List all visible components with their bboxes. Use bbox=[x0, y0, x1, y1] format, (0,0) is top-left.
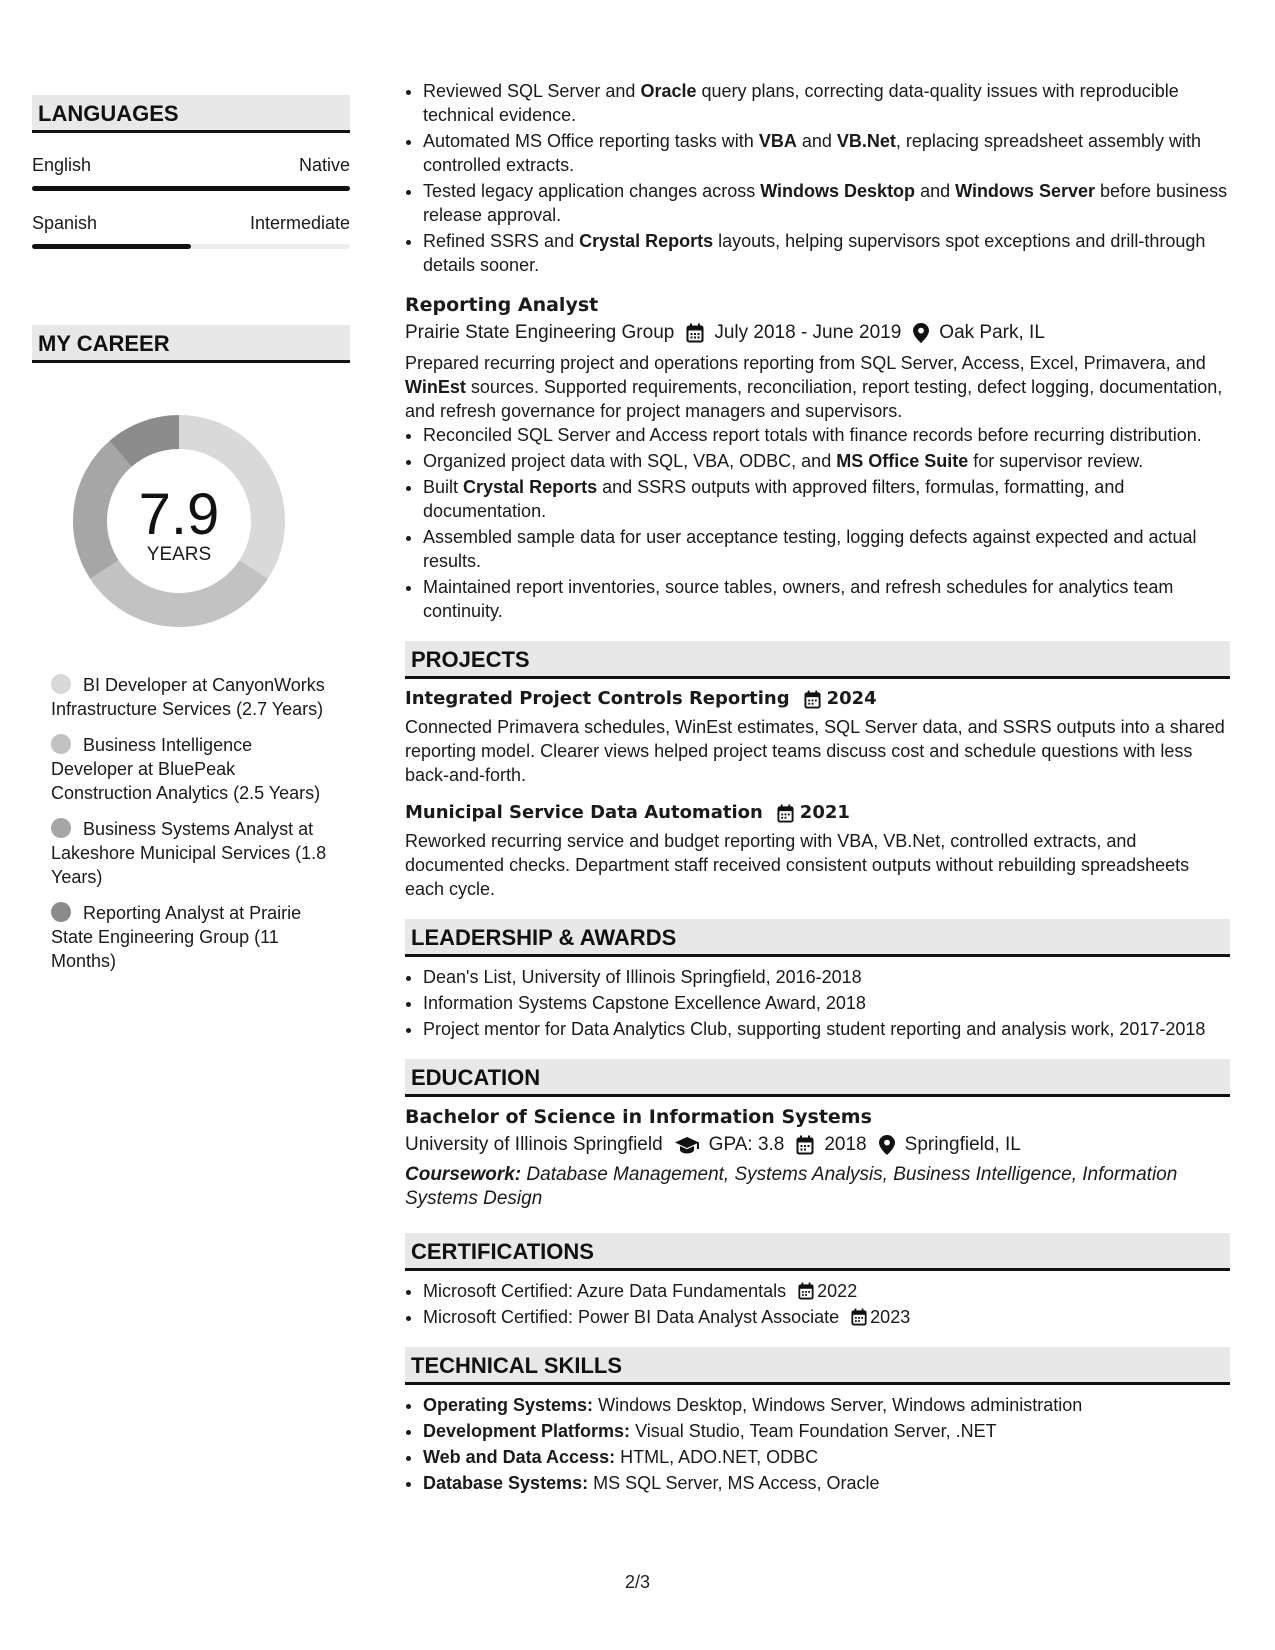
skill-label: Database Systems: bbox=[423, 1473, 589, 1493]
skill-value: HTML, ADO.NET, ODBC bbox=[620, 1447, 819, 1467]
skill-value: Windows Desktop, Windows Server, Windows administration bbox=[598, 1395, 1083, 1415]
calendar-icon bbox=[851, 1308, 867, 1326]
coursework-list: Database Management, Systems Analysis, Business Intelligence, Information Systems Design bbox=[405, 1164, 1178, 1209]
project-description: Reworked recurring service and budget reporting with VBA, VB.Net, controlled extracts, and documented checks. Department staff received consistent outputs without rebuilding spreadsheets each cycle. bbox=[405, 831, 1190, 899]
career-legend-item bbox=[51, 733, 331, 805]
certification-name: • Microsoft Certified: Azure Data Fundamentals bbox=[423, 1281, 787, 1301]
language-item bbox=[32, 213, 350, 249]
career-legend-item bbox=[51, 901, 331, 973]
career-legend bbox=[32, 673, 350, 973]
project-description: Connected Primavera schedules, WinEst estimates, SQL Server data, and SSRS outputs into a shared reporting model. Clearer views helped project teams discuss cost and schedule questions with less back-and-forth. bbox=[405, 717, 1225, 785]
certification-item bbox=[423, 1305, 1230, 1329]
project-name: Municipal Service Data Automation bbox=[405, 802, 763, 823]
bullet-item: • Refined SSRS and Crystal Reports layouts, helping supervisors spot exceptions and drill-through details sooner. bbox=[423, 229, 1230, 277]
education-entry bbox=[405, 1105, 1230, 1211]
bullet-item: • Tested legacy application changes across Windows Desktop and Windows Server before business release approval. bbox=[423, 179, 1230, 227]
skill-item bbox=[423, 1419, 1230, 1443]
skill-value: Visual Studio, Team Foundation Server, .NET bbox=[635, 1421, 997, 1441]
school-name: University of Illinois Springfield bbox=[405, 1134, 663, 1155]
calendar-icon bbox=[686, 323, 704, 343]
gpa: GPA: 3.8 bbox=[708, 1134, 785, 1155]
language-proficiency-bar bbox=[32, 244, 350, 249]
project-entry bbox=[405, 801, 1230, 901]
leadership-header: LEADERSHIP & AWARDS bbox=[405, 919, 1230, 957]
job-entry bbox=[405, 293, 1230, 623]
project-year: 2024 bbox=[826, 688, 877, 709]
job-meta bbox=[405, 321, 1230, 345]
bullet-item: • Maintained report inventories, source tables, owners, and refresh schedules for analytics team continuity. bbox=[423, 575, 1230, 623]
legend-label: BI Developer at CanyonWorks Infrastructure Services (2.7 Years) bbox=[51, 675, 325, 719]
graduation-cap-icon bbox=[675, 1136, 699, 1154]
job-bullets bbox=[405, 423, 1230, 623]
education-meta bbox=[405, 1133, 1230, 1157]
legend-label: Business Intelligence Developer at BluePeak Construction Analytics (2.5 Years) bbox=[51, 735, 321, 803]
job-dates: July 2018 - June 2019 bbox=[714, 322, 902, 343]
skill-label: Web and Data Access: bbox=[423, 1447, 616, 1467]
legend-dot-icon bbox=[51, 674, 71, 694]
career-legend-item bbox=[51, 673, 331, 721]
calendar-icon bbox=[798, 1282, 814, 1300]
certification-item bbox=[423, 1279, 1230, 1303]
language-proficiency-bar bbox=[32, 186, 350, 191]
career-total-value: 7.9 bbox=[138, 482, 220, 547]
project-year: 2021 bbox=[799, 802, 850, 823]
location-pin-icon bbox=[879, 1135, 895, 1155]
career-donut-chart bbox=[64, 406, 294, 636]
legend-label: Business Systems Analyst at Lakeshore Municipal Services (1.8 Years) bbox=[51, 819, 327, 887]
previous-job-bullets bbox=[405, 79, 1230, 277]
certification-year: 2023 bbox=[870, 1307, 911, 1327]
bullet-item: • Reviewed SQL Server and Oracle query plans, correcting data-quality issues with reproducible technical evidence. bbox=[423, 79, 1230, 127]
skill-label: Development Platforms: bbox=[423, 1421, 631, 1441]
education-header: EDUCATION bbox=[405, 1059, 1230, 1097]
legend-label: Reporting Analyst at Prairie State Engineering Group (11 Months) bbox=[51, 903, 302, 971]
skill-label: Operating Systems: bbox=[423, 1395, 594, 1415]
legend-dot-icon bbox=[51, 902, 71, 922]
bullet-item: • Assembled sample data for user acceptance testing, logging defects against expected and actual results. bbox=[423, 525, 1230, 573]
language-name: Spanish bbox=[32, 213, 98, 233]
bullet-item: • Reconciled SQL Server and Access report totals with finance records before recurring distribution. bbox=[423, 423, 1230, 447]
main-column bbox=[405, 79, 1230, 1497]
career-total bbox=[64, 406, 294, 636]
career-total-unit: YEARS bbox=[146, 544, 212, 565]
language-level: Intermediate bbox=[249, 213, 350, 233]
bullet-item: • Built Crystal Reports and SSRS outputs with approved filters, formulas, formatting, and documentation. bbox=[423, 475, 1230, 523]
legend-dot-icon bbox=[51, 818, 71, 838]
location-pin-icon bbox=[913, 323, 929, 343]
career-header: MY CAREER bbox=[32, 325, 350, 363]
bullet-item: • Automated MS Office reporting tasks with VBA and VB.Net, replacing spreadsheet assembly with controlled extracts. bbox=[423, 129, 1230, 177]
job-summary: Prepared recurring project and operations reporting from SQL Server, Access, Excel, Primavera, and WinEst sources. Supported requirements, reconciliation, report testing, defect logging, documentation, and refresh governance for project managers and supervisors. bbox=[405, 353, 1223, 421]
leadership-list bbox=[405, 965, 1230, 1041]
language-item bbox=[32, 155, 350, 191]
language-name: English bbox=[32, 155, 92, 175]
company-name: Prairie State Engineering Group bbox=[405, 322, 675, 343]
leadership-item: • Information Systems Capstone Excellence Award, 2018 bbox=[423, 991, 1230, 1015]
calendar-icon bbox=[777, 804, 794, 823]
language-proficiency-fill bbox=[32, 186, 350, 191]
certifications-header: CERTIFICATIONS bbox=[405, 1233, 1230, 1271]
certification-year: 2022 bbox=[817, 1281, 858, 1301]
certification-name: • Microsoft Certified: Power BI Data Analyst Associate bbox=[423, 1307, 840, 1327]
job-title: Reporting Analyst bbox=[405, 294, 599, 316]
skills-header: TECHNICAL SKILLS bbox=[405, 1347, 1230, 1385]
project-entry bbox=[405, 687, 1230, 787]
coursework-label: Coursework: bbox=[405, 1164, 522, 1185]
skill-item bbox=[423, 1471, 1230, 1495]
projects-header: PROJECTS bbox=[405, 641, 1230, 679]
legend-dot-icon bbox=[51, 734, 71, 754]
coursework bbox=[405, 1163, 1230, 1211]
career-legend-item bbox=[51, 817, 331, 889]
leadership-item: • Dean's List, University of Illinois Springfield, 2016-2018 bbox=[423, 965, 1230, 989]
skill-item bbox=[423, 1445, 1230, 1469]
page-number: 2/3 bbox=[624, 1572, 651, 1592]
skill-item bbox=[423, 1393, 1230, 1417]
calendar-icon bbox=[796, 1135, 814, 1155]
skills-list bbox=[405, 1393, 1230, 1495]
skill-value: MS SQL Server, MS Access, Oracle bbox=[593, 1473, 880, 1493]
leadership-item: • Project mentor for Data Analytics Club, supporting student reporting and analysis work, 2017-2018 bbox=[423, 1017, 1230, 1041]
calendar-icon bbox=[804, 690, 821, 709]
language-level: Native bbox=[298, 155, 350, 175]
graduation-year: 2018 bbox=[824, 1134, 867, 1155]
degree-title: Bachelor of Science in Information Systems bbox=[405, 1106, 872, 1128]
bullet-item: • Organized project data with SQL, VBA, ODBC, and MS Office Suite for supervisor review. bbox=[423, 449, 1230, 473]
certifications-list bbox=[405, 1279, 1230, 1329]
school-location: Springfield, IL bbox=[904, 1134, 1021, 1155]
language-proficiency-fill bbox=[32, 244, 191, 249]
languages-header: LANGUAGES bbox=[32, 95, 350, 133]
sidebar bbox=[32, 95, 350, 985]
project-name: Integrated Project Controls Reporting bbox=[405, 688, 790, 709]
job-location: Oak Park, IL bbox=[939, 322, 1045, 343]
career-section bbox=[32, 325, 350, 973]
